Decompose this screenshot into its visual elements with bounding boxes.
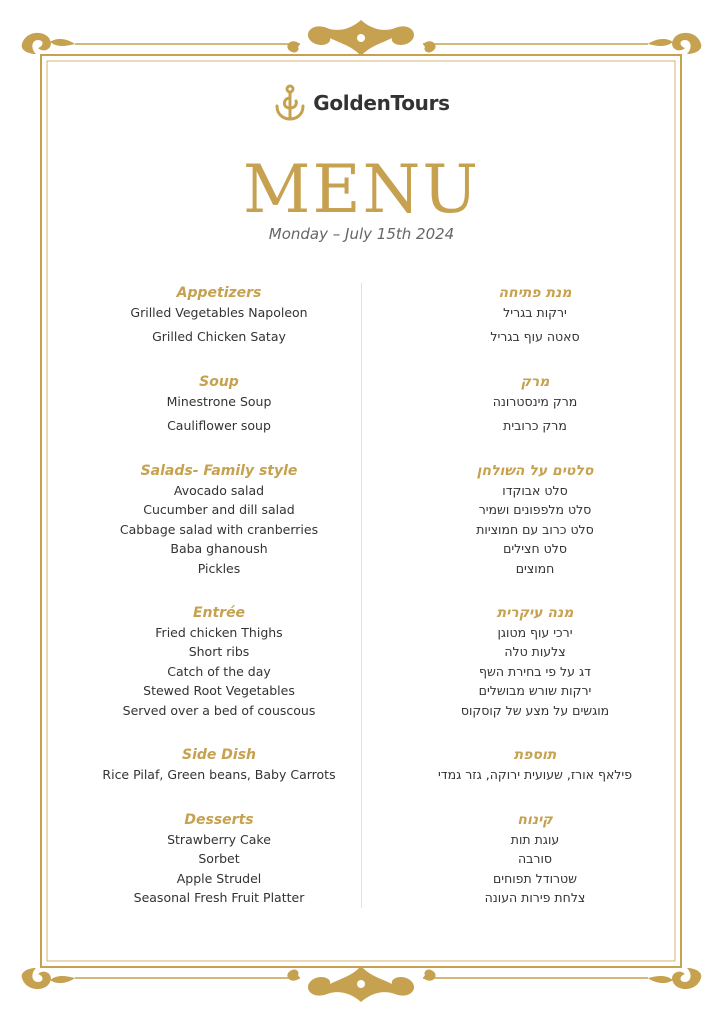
menu-item-he: סלט אבוקדו <box>502 483 568 498</box>
menu-item-he: סאטה עוף בגריל <box>490 329 580 344</box>
menu-item-en: Served over a bed of couscous <box>122 703 316 718</box>
menu-item-en: Minestrone Soup <box>166 394 272 409</box>
brand-name: GoldenTours <box>313 91 450 115</box>
menu-item-he: סלט כרוב עם חמוציות <box>476 522 594 537</box>
menu-item-en: Catch of the day <box>167 664 271 679</box>
section-heading-en: Side Dish <box>182 747 256 763</box>
menu-item-en: Stewed Root Vegetables <box>143 683 295 698</box>
menu-item-en: Rice Pilaf, Green beans, Baby Carrots <box>102 767 336 782</box>
menu-item-he: חמוצים <box>515 561 555 576</box>
menu-item-en: Cucumber and dill salad <box>143 502 295 517</box>
menu-item-he: פילאף אורז, שעועית ירוקה, גזר גמדי <box>437 767 633 782</box>
menu-item-he: ירכי עוף מטוגן <box>497 625 573 640</box>
section-heading-en: Soup <box>199 374 239 390</box>
menu-item-he: סורבה <box>518 851 552 866</box>
menu-item-he: מוגשים על מצע של קוסקוס <box>460 703 610 718</box>
menu-item-he: ירקות בגריל <box>503 305 567 320</box>
section-heading-en: Salads- Family style <box>140 463 298 479</box>
menu-item-he: צלעות טלה <box>504 644 566 659</box>
menu-item-en: Baba ghanoush <box>170 541 268 556</box>
menu-item-en: Strawberry Cake <box>167 832 271 847</box>
menu-item-en: Avocado salad <box>173 483 265 498</box>
menu-item-he: דג על פי בחירת השף <box>479 664 591 679</box>
menu-item-en: Pickles <box>197 561 241 576</box>
menu-item-he: סלט חצילים <box>503 541 567 556</box>
menu-title: MENU <box>242 151 481 228</box>
menu-item-he: שטרודל תפוחים <box>492 871 577 886</box>
menu-item-en: Grilled Vegetables Napoleon <box>130 305 308 320</box>
menu-item-en: Fried chicken Thighs <box>155 625 283 640</box>
menu-item-en: Sorbet <box>198 851 240 866</box>
section-heading-he: סלטים על השולחן <box>476 463 594 479</box>
menu-column-he <box>345 0 723 1024</box>
section-heading-he: קינוח <box>517 812 553 828</box>
section-heading-en: Entrée <box>192 605 246 621</box>
section-heading-he: מנת פתיחה <box>498 285 572 301</box>
menu-item-he: עוגת תות <box>510 832 560 847</box>
menu-item-en: Apple Strudel <box>176 871 262 886</box>
menu-item-he: מרק מינסטרונה <box>492 394 578 409</box>
section-heading-he: מרק <box>520 374 550 390</box>
menu-item-en: Cauliflower soup <box>167 418 271 433</box>
menu-item-he: ירקות שורש מבושלים <box>478 683 592 698</box>
menu-item-he: צלחת פירות העונה <box>484 890 586 905</box>
section-heading-en: Appetizers <box>176 285 262 301</box>
menu-date: Monday – July 15th 2024 <box>268 225 455 243</box>
menu-column-en <box>60 0 378 1024</box>
section-heading-he: תוספת <box>513 747 557 763</box>
section-heading-en: Desserts <box>184 812 254 828</box>
menu-item-en: Grilled Chicken Satay <box>152 329 286 344</box>
menu-item-en: Cabbage salad with cranberries <box>119 522 319 537</box>
section-heading-he: מנה עיקרית <box>496 605 574 621</box>
menu-item-en: Seasonal Fresh Fruit Platter <box>133 890 305 905</box>
menu-item-he: מרק כרובית <box>503 418 567 433</box>
menu-item-he: סלט מלפפונים ושמיר <box>478 502 592 517</box>
menu-item-en: Short ribs <box>188 644 250 659</box>
